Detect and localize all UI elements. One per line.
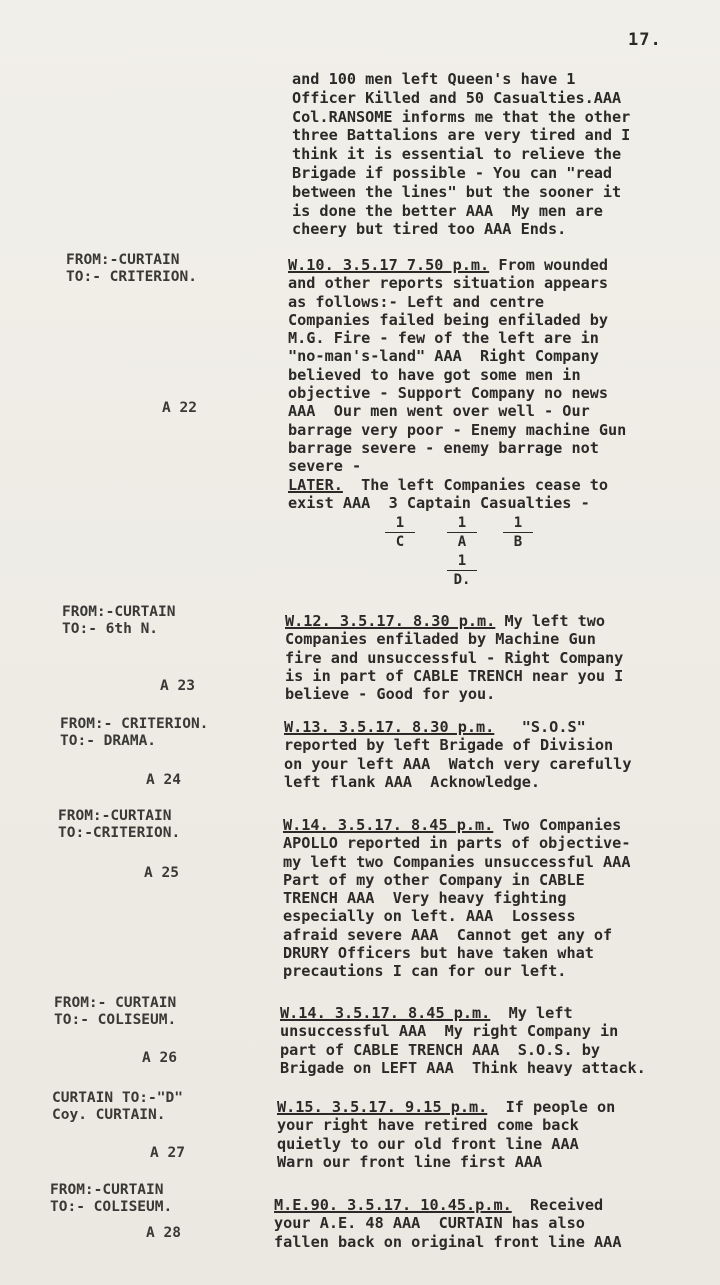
message-line: barrage severe - enemy barrage not	[288, 438, 599, 457]
message-line: fallen back on original front line AAA	[274, 1232, 622, 1251]
continuation-text	[292, 70, 720, 239]
message-reference: A 22	[162, 400, 197, 416]
message-line: part of CABLE TRENCH AAA S.O.S. by	[280, 1040, 601, 1059]
message-line: M.G. Fire - few of the left are in	[288, 329, 599, 348]
message-heading: W.14. 3.5.17. 8.45 p.m.	[280, 1004, 491, 1022]
message-reference: A 28	[146, 1225, 181, 1241]
message-line: left flank AAA Acknowledge.	[284, 772, 541, 791]
message-line: AAA Our men went over well - Our	[288, 402, 590, 421]
continuation-line: three Battalions are very tired and I	[292, 126, 631, 145]
message-line: my left two Companies unsuccessful AAA	[283, 852, 631, 871]
message-line: "S.O.S"	[494, 718, 586, 736]
message-heading: W.13. 3.5.17. 8.30 p.m.	[284, 718, 495, 736]
message-line: precautions I can for our left.	[283, 962, 567, 981]
continuation-line: Officer Killed and 50 Casualties.AAA	[292, 88, 622, 107]
message-body	[285, 612, 720, 703]
message-line: Warn our front line first AAA	[277, 1152, 543, 1171]
message-line: objective - Support Company no news	[288, 384, 609, 403]
message-heading: M.E.90. 3.5.17. 10.45.p.m.	[274, 1196, 512, 1214]
message-body	[274, 1196, 714, 1251]
message-body	[283, 816, 720, 981]
message-header: FROM:-CURTAIN TO:- 6th N.	[62, 604, 176, 637]
continuation-line: think it is essential to relieve the	[292, 145, 622, 164]
message-heading: W.12. 3.5.17. 8.30 p.m.	[285, 612, 496, 630]
fraction: 1 A	[447, 515, 477, 550]
message-reference: A 25	[144, 865, 179, 881]
continuation-line: between the lines" but the sooner it	[292, 182, 622, 201]
message-line: The left Companies cease to	[342, 475, 609, 494]
message-line: reported by left Brigade of Division	[284, 736, 614, 755]
message-line: DRURY Officers but have taken what	[283, 944, 594, 963]
continuation-line: is done the better AAA My men are	[292, 201, 603, 220]
message-line: My left two	[495, 612, 606, 630]
message-line: your right have retired come back	[277, 1116, 579, 1135]
message-line: My left	[490, 1004, 573, 1022]
message-line: as follows:- Left and centre	[288, 292, 545, 311]
message-header: FROM:- CURTAIN TO:- COLISEUM.	[54, 995, 177, 1028]
message-line: is in part of CABLE TRENCH near you I	[285, 666, 624, 685]
continuation-line: and 100 men left Queen's have 1	[292, 70, 576, 88]
message-body	[284, 718, 720, 791]
casualty-fractions	[385, 515, 545, 595]
fraction: 1 D.	[447, 553, 477, 588]
message-heading: W.15. 3.5.17. 9.15 p.m.	[277, 1098, 488, 1116]
message-line: Received	[511, 1196, 604, 1214]
continuation-line: Col.RANSOME informs me that the other	[292, 107, 631, 126]
message-header: FROM:-CURTAIN TO:- CRITERION.	[66, 252, 197, 285]
message-body	[280, 1004, 720, 1077]
page-number: 17.	[628, 30, 662, 50]
message-line: exist AAA 3 Captain Casualties -	[288, 493, 590, 512]
message-line: If people on	[487, 1098, 616, 1116]
message-line: TRENCH AAA Very heavy fighting	[283, 889, 567, 908]
message-line: believed to have got some men in	[288, 365, 581, 384]
message-reference: A 27	[150, 1145, 185, 1161]
message-body	[288, 256, 720, 512]
message-line: believe - Good for you.	[285, 685, 496, 704]
message-line: severe -	[288, 457, 362, 476]
message-line: your A.E. 48 AAA CURTAIN has also	[274, 1214, 585, 1233]
fraction: 1 C	[385, 515, 415, 550]
message-line: APOLLO reported in parts of objective-	[283, 834, 631, 853]
message-line: afraid severe AAA Cannot get any of	[283, 925, 613, 944]
message-line: quietly to our old front line AAA	[277, 1134, 579, 1153]
later-label: LATER.	[288, 475, 343, 494]
continuation-line: Brigade if possible - You can "read	[292, 163, 613, 182]
message-line: barrage very poor - Enemy machine Gun	[288, 420, 627, 439]
message-heading: W.10. 3.5.17 7.50 p.m.	[288, 256, 490, 274]
message-line: From wounded	[489, 256, 609, 274]
fraction: 1 B	[503, 515, 533, 550]
message-body	[277, 1098, 717, 1171]
message-reference: A 24	[146, 772, 181, 788]
message-line: Two Companies	[493, 816, 622, 834]
message-reference: A 23	[160, 678, 195, 694]
message-line: Brigade on LEFT AAA Think heavy attack.	[280, 1058, 646, 1077]
message-header: FROM:-CURTAIN TO:- COLISEUM.	[50, 1182, 173, 1215]
message-reference: A 26	[142, 1050, 177, 1066]
message-line: Part of my other Company in CABLE	[283, 870, 585, 889]
message-line: especially on left. AAA Lossess	[283, 907, 576, 926]
message-heading: W.14. 3.5.17. 8.45 p.m.	[283, 816, 494, 834]
message-line: Companies failed being enfiladed by	[288, 310, 609, 329]
message-line: "no-man's-land" AAA Right Company	[288, 347, 599, 366]
continuation-line: cheery but tired too AAA Ends.	[292, 220, 567, 239]
message-line: on your left AAA Watch very carefully	[284, 754, 632, 773]
message-line: Companies enfiladed by Machine Gun	[285, 630, 596, 649]
message-header: FROM:- CRITERION. TO:- DRAMA.	[60, 716, 209, 749]
message-header: CURTAIN TO:-"D" Coy. CURTAIN.	[52, 1090, 183, 1123]
message-header: FROM:-CURTAIN TO:-CRITERION.	[58, 808, 181, 841]
message-line: fire and unsuccessful - Right Company	[285, 648, 624, 667]
message-line: unsuccessful AAA My right Company in	[280, 1022, 619, 1041]
message-line: and other reports situation appears	[288, 274, 609, 293]
